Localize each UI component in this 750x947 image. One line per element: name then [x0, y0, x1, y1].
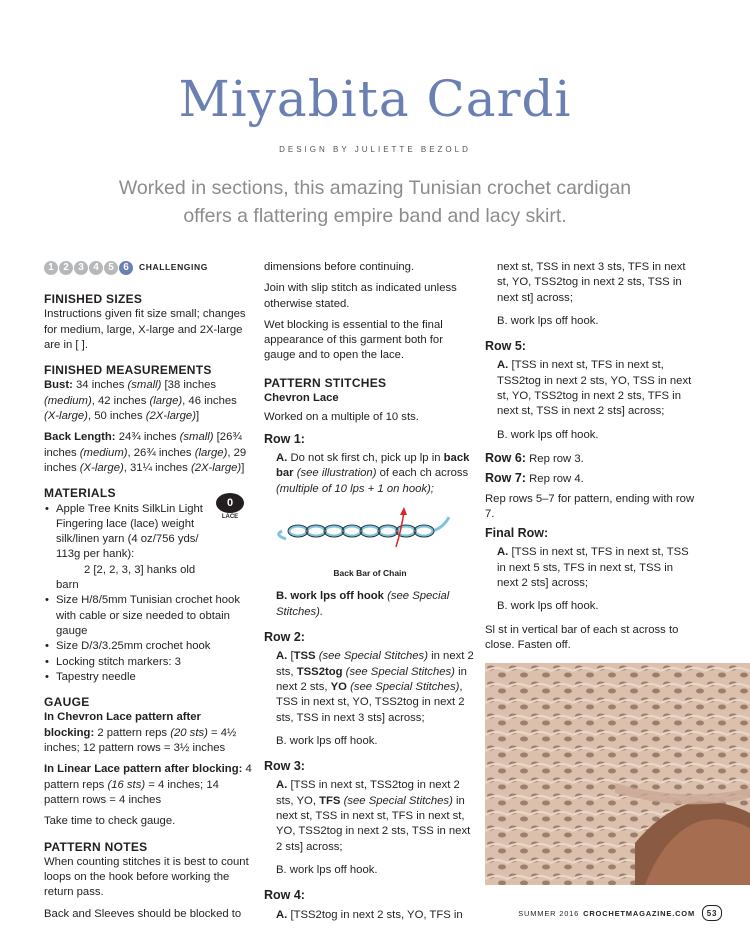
garment-photo: [485, 663, 750, 885]
paragraph: Sl st in vertical bar of each st across to close. Fasten off.: [485, 623, 679, 651]
row-instruction: B. work lps off hook.: [276, 863, 378, 876]
page-number: 53: [702, 905, 722, 921]
row-heading: Row 5:: [485, 339, 526, 354]
row-instruction: B. work lps off hook.: [276, 734, 378, 747]
row-instruction: Row 6: Rep row 3.: [485, 450, 584, 465]
row-instruction: A. [TSS in next st, TSS2tog in next 2 sts, YO, TFS (see Special Stitches) in next st, TSS in next st, TFS in next st, YO, TSS2tog in next 2 sts, TSS in next 2 sts] across;: [276, 779, 471, 853]
row-instruction: B. work lps off hook.: [497, 314, 599, 327]
section-heading: FINISHED MEASUREMENTS: [44, 363, 212, 378]
skill-level-dot: 4: [89, 261, 103, 275]
paragraph: Join with slip stitch as indicated unless otherwise stated.: [264, 282, 457, 310]
page-footer: [518, 905, 722, 921]
section-heading: FINISHED SIZES: [44, 292, 143, 306]
paragraph: Worked on a multiple of 10 sts.: [264, 411, 419, 424]
skill-level-dot: 5: [104, 261, 118, 275]
column-2: [264, 260, 476, 923]
column-1: [44, 260, 254, 922]
yarn-weight-label: LACE: [221, 514, 239, 520]
row-instruction: B. work lps off hook.: [497, 600, 599, 613]
paragraph: Back Length: 24¾ inches (small) [26¾ inches (medium), 26¾ inches (large), 29 inches (X-large), 31¼ inches (2X-large)]: [44, 431, 247, 474]
paragraph: dimensions before continuing.: [264, 261, 415, 273]
row-instruction: next st, TSS in next 3 sts, TFS in next st, YO, TSS2tog in next 2 sts, TSS in next st] across;: [497, 261, 686, 304]
list-item: • Size H/8/5mm Tunisian crochet hook with cable or size needed to obtain gauge: [44, 593, 254, 639]
row-heading: Row 4:: [264, 888, 305, 903]
lace-photo-image: [485, 663, 750, 885]
list-item: • Size D/3/3.25mm crochet hook: [44, 639, 254, 654]
stitch-name: Chevron Lace: [264, 392, 339, 405]
column-3: [485, 260, 697, 653]
row-heading: Row 3:: [264, 759, 305, 774]
paragraph: In Chevron Lace pattern after blocking: 2 pattern reps (20 sts) = 4½ inches; 12 pattern rows = 3½ inches: [44, 711, 237, 755]
designer-byline: DESIGN BY JULIETTE BEZOLD: [279, 145, 471, 154]
list-item: • Locking stitch markers: 3: [44, 655, 254, 670]
paragraph: Back and Sleeves should be blocked to: [44, 907, 242, 920]
paragraph: Bust: 34 inches (small) [38 inches (medium), 42 inches (large), 46 inches (X-large), 50 inches (2X-large)]: [44, 379, 237, 423]
illustration-caption: Back Bar of Chain: [333, 568, 407, 579]
issue-date: SUMMER 2016: [518, 908, 580, 918]
row-instruction: B. work lps off hook (see Special Stitches).: [276, 590, 450, 618]
list-item: • Apple Tree Knits SilkLin Light Fingering lace (lace) weight silk/linen yarn (4 oz/756 yds/ 113g per hank): 2 [2, 2, 3, 3] hanks old barn: [44, 502, 216, 594]
skill-level-dot: 2: [59, 261, 73, 275]
subtitle-line: Worked in sections, this amazing Tunisian crochet cardigan: [118, 177, 632, 199]
paragraph: Wet blocking is essential to the final appearance of this garment both for gauge and to open the lace.: [264, 318, 443, 362]
row-instruction: A. [TSS (see Special Stitches) in next 2 sts, TSS2tog (see Special Stitches) in next 2 sts, YO (see Special Stitches), TSS in next st, YO, TSS2tog in next 2 sts, TSS in next 3 sts] across;: [276, 650, 474, 724]
section-heading: PATTERN STITCHES: [264, 375, 387, 390]
list-item: • Tapestry needle: [44, 670, 254, 685]
skill-level-dot: 3: [74, 261, 88, 275]
row-instruction: A. [TSS in next st, TFS in next st, TSS2tog in next 2 sts, YO, TSS in next st, YO, TSS2tog in next 2 sts, TFS in next st, TSS in next 2 sts] across;: [497, 359, 692, 418]
paragraph: Take time to check gauge.: [44, 815, 176, 828]
paragraph: In Linear Lace pattern after blocking: 4 pattern reps (16 sts) = 4 inches; 14 pattern rows = 4 inches: [44, 763, 252, 806]
skill-level-label: CHALLENGING: [139, 262, 208, 273]
yarn-ball-icon: 0: [216, 493, 244, 513]
row-instruction: A. Do not sk first ch, pick up lp in back bar (see illustration) of each ch across (multiple of 10 lps + 1 on hook);: [276, 451, 470, 495]
materials-list: [44, 502, 254, 686]
back-bar-illustration: [264, 501, 476, 564]
subtitle: [60, 174, 690, 230]
yarn-weight-symbol: [216, 493, 244, 520]
magazine-site: CROCHETMAGAZINE.COM: [583, 908, 695, 918]
paragraph: Rep rows 5–7 for pattern, ending with row 7.: [485, 492, 695, 520]
skill-level-dot-active: 6: [119, 261, 133, 275]
section-heading: PATTERN NOTES: [44, 839, 148, 854]
paragraph: When counting stitches it is best to count loops on the hook before working the return pass.: [44, 855, 249, 899]
skill-level-dot: 1: [44, 261, 58, 275]
row-heading: Row 1:: [264, 431, 305, 446]
section-heading: MATERIALS: [44, 486, 116, 501]
page-title: Miyabita Cardi: [178, 70, 572, 128]
subtitle-line: offers a flattering empire band and lacy skirt.: [183, 205, 567, 227]
skill-level: [44, 260, 254, 276]
row-instruction: Row 7: Rep row 4.: [485, 471, 584, 486]
chain-illustration: [264, 501, 474, 559]
row-instruction: A. [TSS2tog in next 2 sts, YO, TFS in: [276, 908, 463, 921]
row-heading: Row 2:: [264, 630, 305, 645]
row-instruction: B. work lps off hook.: [497, 428, 599, 441]
row-heading: Final Row:: [485, 526, 549, 541]
row-instruction: A. [TSS in next st, TFS in next st, TSS in next 5 sts, TFS in next st, TSS in next 2 sts] across;: [497, 546, 689, 590]
paragraph: Instructions given fit size small; changes for medium, large, X-large and 2X-large are in [ ].: [44, 308, 246, 351]
section-heading: GAUGE: [44, 695, 90, 710]
